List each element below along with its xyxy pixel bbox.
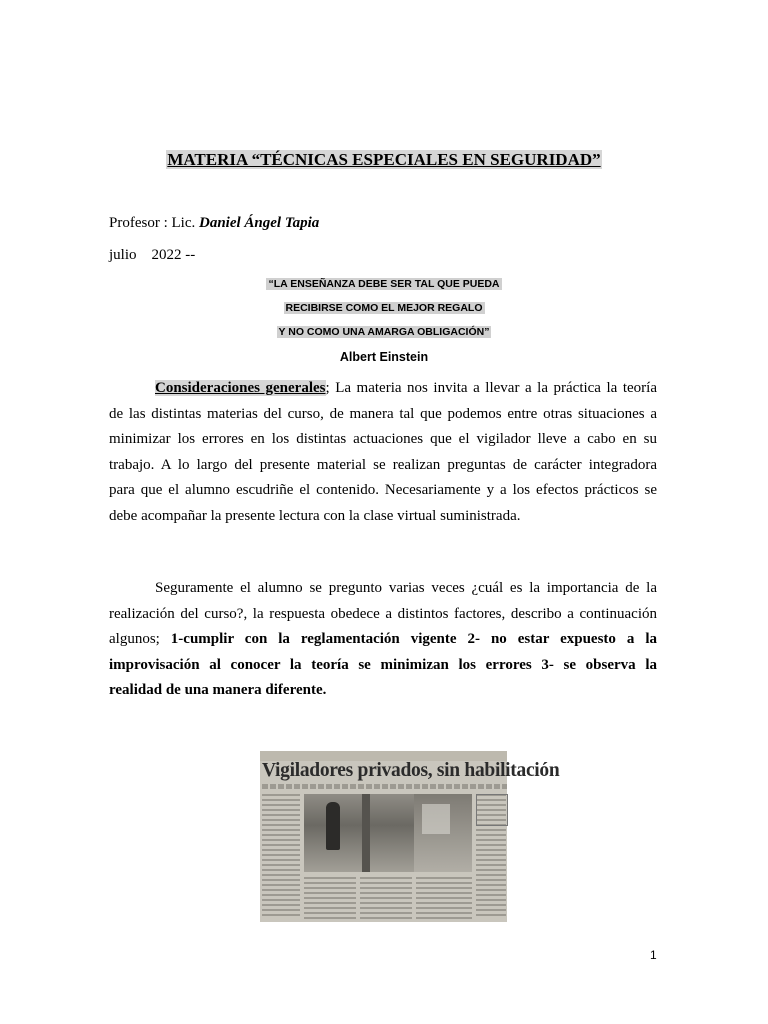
clipping-text-column [304,877,356,919]
window-shape [422,804,450,834]
paragraph-line [109,576,657,602]
quote-line-1 [0,278,768,290]
document-title [0,150,768,170]
professor-name: Daniel Ángel Tapia [198,215,320,231]
paragraph-general-considerations [109,376,657,530]
clipping-sidebar-box [476,794,508,826]
paragraph-line: trabajo. A lo largo del presente material se realizan preguntas de carácter integradora [109,456,657,473]
clipping-text-column [262,794,300,919]
professor-line [109,215,319,232]
tree-trunk [362,794,370,872]
paragraph-text: ; La materia nos invita a llevar a la práctica la teoría [325,380,657,396]
paragraph-line: debe acompañar la presente lectura con la clase virtual suministrada. [109,507,521,524]
clipping-subheading-text [262,784,507,789]
professor-label: Profesor : Lic. [109,215,199,231]
newspaper-clipping-image [260,751,560,922]
section-heading: Consideraciones generales [155,380,326,396]
guard-figure [326,802,340,850]
document-title-text: MATERIA “TÉCNICAS ESPECIALES EN SEGURIDAD” [167,150,601,169]
quote-line-3-text: Y NO COMO UNA AMARGA OBLIGACIÓN” [278,326,490,338]
quote-line-3 [0,326,768,338]
paragraph-bold-text: 1-cumplir con la reglamentación vigente 2- no estar expuesto a la [170,631,657,648]
paragraph-line [109,627,657,653]
paragraph-line [109,376,657,402]
quote-author: Albert Einstein [339,350,429,364]
quote-line-2 [0,302,768,314]
clipping-photo [304,794,414,872]
clipping-headline: Vigiladores privados, sin habilitación [262,760,560,781]
quote-line-2-text: RECIBIRSE COMO EL MEJOR REGALO [285,302,483,314]
quote-line-1-text: “LA ENSEÑANZA DEBE SER TAL QUE PUEDA [268,278,500,290]
paragraph-line: realidad de una manera diferente. [109,682,327,699]
page-number: 1 [650,948,657,962]
paragraph-line: realización del curso?, la respuesta obedece a distintos factores, describo a continuación [109,605,657,622]
document-date: julio 2022 -- [109,247,196,263]
paragraph-course-importance [109,576,657,704]
paragraph-text: algunos; [109,631,171,648]
paragraph-text: Seguramente el alumno se pregunto varias veces ¿cuál es la importancia de la [155,580,657,596]
paragraph-line: minimizar los errores en los distintas actuaciones que el vigilador lleve a cabo en su [109,431,657,448]
paragraph-line: de las distintas materias del curso, de manera tal que podemos entre otras situaciones a [109,405,657,422]
clipping-text-column [360,877,412,919]
paragraph-line: para que el alumno escudriñe el contenido. Necesariamente y a los efectos prácticos se [109,482,657,499]
paragraph-line: improvisación al conocer la teoría se minimizan los errores 3- se observa la [109,656,657,673]
clipping-text-column [416,877,472,919]
clipping-photo-secondary [414,794,472,872]
